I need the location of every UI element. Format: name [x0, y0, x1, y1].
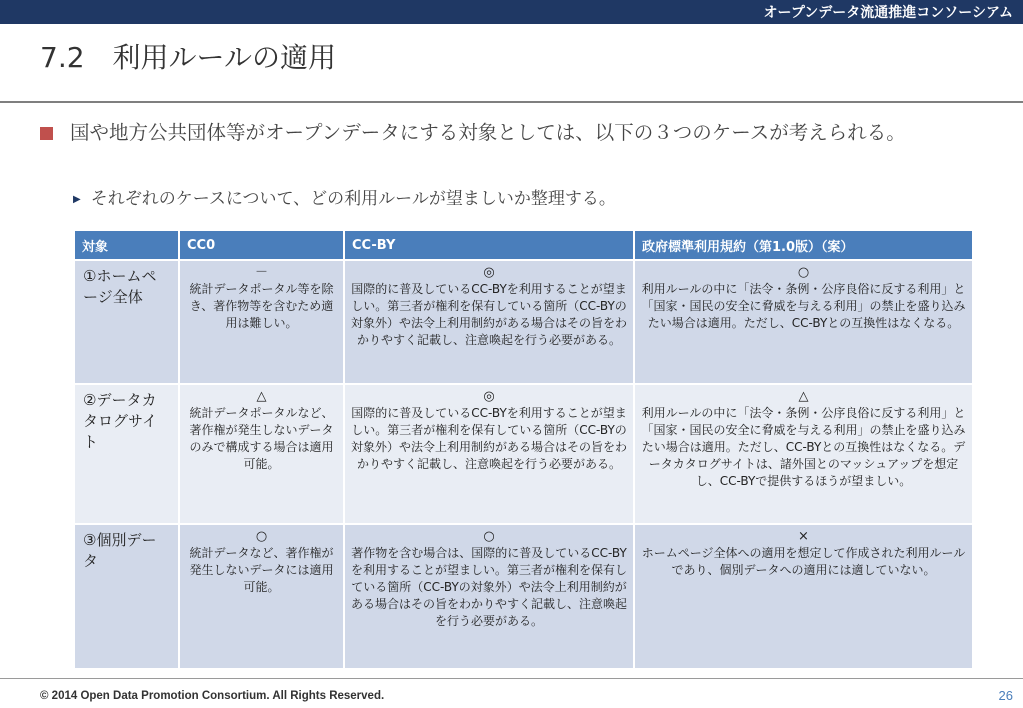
column-header-ccby: CC-BY	[344, 230, 634, 260]
header-bar	[0, 0, 1023, 24]
table-row	[74, 384, 973, 524]
cell-text: 著作物を含む場合は、国際的に普及しているCC-BYを利用することが望ましい。第三者が権利を保有している箇所（CC-BYの対象外）や法令上利用制約がある場合はその旨をわかりやすく記載し、注意喚起を行う必要がある。	[350, 546, 627, 628]
section-number: 7.2	[40, 41, 85, 74]
rules-table	[73, 229, 974, 670]
cell-text: 利用ルールの中に「法令・条例・公序良俗に反する利用」と「国家・国民の安全に脅威を与える利用」の禁止を盛り込みたい場合は適用。ただし、CC-BYとの互換性はなくなる。データカタログサイトは、諸外国とのマッシュアップを想定し、CC-BYで提供するほうが望ましい。	[641, 406, 966, 488]
table-header-row	[74, 230, 973, 260]
cell-text: 統計データポータル等を除き、著作物等を含むため適用は難しい。	[189, 282, 334, 330]
cell-text: 国際的に普及しているCC-BYを利用することが望ましい。第三者が権利を保有している箇所（CC-BYの対象外）や法令上利用制約がある場合はその旨をわかりやすく記載し、注意喚起を行う必要がある。	[350, 406, 627, 471]
cell-text: 国際的に普及しているCC-BYを利用することが望ましい。第三者が権利を保有している箇所（CC-BYの対象外）や法令上利用制約がある場合はその旨をわかりやすく記載し、注意喚起を行う必要がある。	[350, 282, 627, 347]
rating-symbol: －	[254, 265, 268, 280]
rating-symbol: ◎	[483, 389, 495, 404]
cell-text: 統計データなど、著作権が発生しないデータには適用可能。	[189, 546, 334, 594]
table-row	[74, 524, 973, 669]
cell-cc0	[179, 384, 344, 524]
cell-gov	[634, 524, 973, 669]
rating-symbol: ×	[798, 529, 809, 544]
section-title: 利用ルールの適用	[112, 41, 336, 74]
cell-text: 統計データポータルなど、著作権が発生しないデータのみで構成する場合は適用可能。	[189, 406, 334, 471]
cell-ccby	[344, 260, 634, 384]
rating-symbol: ○	[255, 529, 268, 544]
sub-bullet	[73, 184, 616, 209]
column-header-target: 対象	[74, 230, 179, 260]
copyright-text: © 2014 Open Data Promotion Consortium. All Rights Reserved.	[40, 690, 385, 702]
table-row	[74, 260, 973, 384]
cell-ccby	[344, 524, 634, 669]
main-bullet-text: 国や地方公共団体等がオープンデータにする対象としては、以下の３つのケースが考えられる。	[70, 121, 906, 144]
rating-symbol: ○	[483, 529, 495, 544]
row-target: ②データカタログサイト	[74, 384, 179, 524]
square-bullet-icon	[40, 127, 53, 140]
triangle-bullet-icon: ▶	[73, 193, 81, 205]
cell-ccby	[344, 384, 634, 524]
row-target: ③個別データ	[74, 524, 179, 669]
footer-divider	[0, 678, 1023, 679]
column-header-gov: 政府標準利用規約（第1.0版）（案）	[634, 230, 973, 260]
page-number: 26	[998, 688, 1013, 703]
rating-symbol: ○	[797, 265, 810, 280]
rating-symbol: △	[256, 389, 267, 404]
cell-gov	[634, 260, 973, 384]
main-bullet	[40, 120, 990, 146]
organization-name: オープンデータ流通推進コンソーシアム	[763, 5, 1013, 21]
cell-text: ホームページ全体への適用を想定して作成された利用ルールであり、個別データへの適用には適していない。	[641, 546, 966, 577]
page-title	[40, 36, 336, 76]
cell-gov	[634, 384, 973, 524]
cell-cc0	[179, 524, 344, 669]
column-header-cc0: CC0	[179, 230, 344, 260]
cell-cc0	[179, 260, 344, 384]
rating-symbol: △	[798, 389, 809, 404]
title-divider	[0, 101, 1023, 103]
sub-bullet-text: それぞれのケースについて、どの利用ルールが望ましいか整理する。	[90, 189, 616, 209]
cell-text: 利用ルールの中に「法令・条例・公序良俗に反する利用」と「国家・国民の安全に脅威を与える利用」の禁止を盛り込みたい場合は適用。ただし、CC-BYとの互換性はなくなる。	[641, 282, 966, 330]
row-target: ①ホームページ全体	[74, 260, 179, 384]
rating-symbol: ◎	[483, 265, 495, 280]
